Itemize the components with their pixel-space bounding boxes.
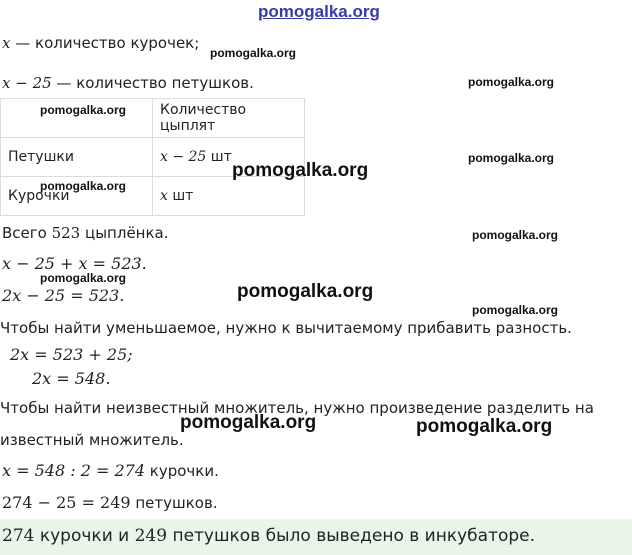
row-value-hens <box>153 177 305 216</box>
definition-chickens <box>2 34 199 52</box>
equation-3: 2x = 523 + 25; <box>10 345 133 364</box>
watermark: pomogalka.org <box>468 75 555 89</box>
equation-1: x − 25 + x = 523. <box>2 254 147 273</box>
watermark: pomogalka.org <box>472 303 559 317</box>
watermark: pomogalka.org <box>210 46 297 60</box>
total-line <box>2 224 169 242</box>
total-number: 523 <box>51 224 81 242</box>
equation-2: 2x − 25 = 523. <box>2 286 125 305</box>
result-roosters-text: петушков. <box>130 494 218 512</box>
result-hens-equation: x = 548 : 2 = 274 <box>2 461 145 480</box>
roosters-expression: x − 25 <box>160 149 207 165</box>
row-label-hens: Курочки <box>1 177 153 216</box>
definition-roosters-text: — количество петушков. <box>51 74 254 92</box>
hens-expression: x <box>160 188 168 204</box>
expression-x-minus-25: x − 25 <box>2 74 52 92</box>
answer-roosters-number: 249 <box>134 526 168 546</box>
watermark: pomogalka.org <box>472 228 559 242</box>
result-roosters-equation: 274 − 25 = 249 <box>2 493 131 512</box>
answer-hens-number: 274 <box>2 526 35 546</box>
rule-factor-line1: Чтобы найти неизвестный множитель, нужно произведение разделить на <box>0 399 594 417</box>
watermark-top-link[interactable]: pomogalka.org <box>258 2 380 21</box>
watermark: pomogalka.org <box>237 281 374 302</box>
watermark: pomogalka.org <box>232 160 369 181</box>
definition-roosters <box>2 74 254 92</box>
definition-chickens-text: — количество курочек; <box>10 34 200 52</box>
watermark: pomogalka.org <box>40 103 127 117</box>
answer-part-2: петушков было выведено в инкубаторе. <box>167 526 536 546</box>
roosters-unit: шт <box>206 149 232 165</box>
result-hens <box>2 461 219 480</box>
total-suffix: цыплёнка. <box>80 224 169 242</box>
rule-minuend: Чтобы найти уменьшаемое, нужно к вычитаемому прибавить разность. <box>0 319 572 337</box>
row-label-roosters: Петушки <box>1 138 153 177</box>
hens-unit: шт <box>167 188 194 204</box>
watermark: pomogalka.org <box>40 271 127 285</box>
watermark: pomogalka.org <box>180 412 317 433</box>
equation-4: 2x = 548. <box>32 369 111 388</box>
answer-part-1: курочки и <box>34 526 135 546</box>
answer-box <box>0 519 632 555</box>
watermark: pomogalka.org <box>416 416 553 437</box>
variable-x: x <box>2 34 11 52</box>
total-prefix: Всего <box>2 224 52 242</box>
result-roosters <box>2 493 218 512</box>
watermark: pomogalka.org <box>468 151 555 165</box>
answer-text <box>2 526 535 546</box>
table-header-count: Количество цыплят <box>153 99 305 138</box>
rule-factor-line2: известный множитель. <box>0 431 184 449</box>
watermark: pomogalka.org <box>40 179 127 193</box>
result-hens-text: курочки. <box>145 462 219 480</box>
